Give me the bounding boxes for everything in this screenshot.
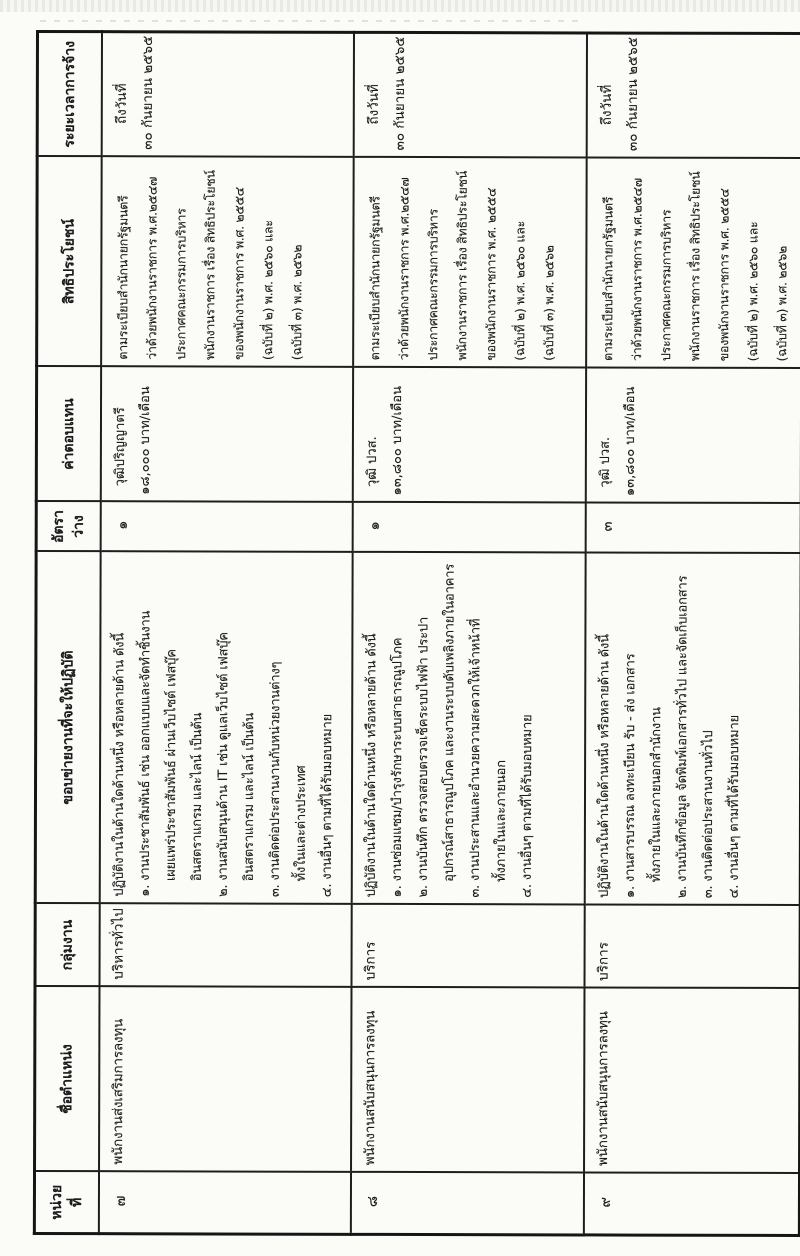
cell-work-group: บริการ — [351, 904, 584, 988]
cell-benefits: ตามระเบียบสำนักนายกรัฐมนตรี ว่าด้วยพนักงานราชการ พ.ศ.๒๕๔๗ ประกาศคณะกรรมการบริหาร พนักงานราชการ เรื่อง สิทธิประโยชน์ ของพนักงานราชการ พ.ศ. ๒๕๕๔ (ฉบับที่ ๒) พ.ศ. ๒๕๖๐ และ (ฉบับที่ ๓) พ.ศ. ๒๕๖๒ — [353, 157, 587, 368]
header-row — [34, 32, 101, 1234]
cell-unit-no: ๗ — [98, 1172, 350, 1235]
col-header-position-name: ชื่อตำแหน่ง — [35, 987, 99, 1172]
cell-employment-period: ถึงวันที่ ๓๐ กันยายน ๒๕๖๕ — [586, 33, 800, 159]
cell-position-name: พนักงานส่งเสริมการลงทุน — [99, 987, 351, 1173]
cell-vacancy: ๑ — [100, 502, 352, 553]
cell-work-group: บริการ — [584, 905, 800, 989]
recruitment-table — [33, 30, 800, 1237]
cell-employment-period: ถึงวันที่ ๓๐ กันยายน ๒๕๖๕ — [353, 32, 586, 158]
cell-compensation: วุฒิ ปวส. ๑๓,๘๐๐ บาท/เดือน — [352, 367, 585, 503]
col-header-vacancy: อัตรา ว่าง — [36, 502, 100, 552]
scan-speckles — [0, 0, 2, 2]
col-header-work-group: กลุ่มงาน — [35, 904, 99, 987]
cell-job-scope: ปฏิบัติงานในด้านใดด้านหนึ่ง หรือหลายด้าน ดังนี้ ๑. งานประชาสัมพันธ์ เช่น ออกแบบและจัดทำชิ้นงาน เผยแพร่ประชาสัมพันธ์ ผ่านเว็บไซต์ เฟสบุ๊ค อินสตราแกรม และไลน์ เป็นต้น ๒. งานสนับสนุนด้าน IT เช่น ดูแลเว็บไซต์ เฟสบุ๊ค อินสตราแกรม และไลน์ เป็นต้น ๓. งานติดต่อประสานงานกับหน่วยงานต่างๆ ทั้งในและต่างประเทศ ๔. งานอื่นๆ ตามที่ได้รับมอบหมาย — [99, 552, 352, 905]
cell-employment-period: ถึงวันที่ ๓๐ กันยายน ๒๕๖๕ — [101, 32, 353, 158]
cell-compensation: วุฒิ ปวส. ๑๓,๘๐๐ บาท/เดือน — [585, 368, 800, 504]
cell-job-scope: ปฏิบัติงานในด้านใดด้านหนึ่ง หรือหลายด้าน ดังนี้ ๑. งานซ่อมแซม/บำรุงรักษาระบบสาธารณูปโภค ๒. งานบันทึก ตรวจสอบตรวจเช็คระบบไฟฟ้า ประปา อุปกรณ์สาธารณูปโภค และงานระบบดับเพลิงภายในอาคาร ๓. งานประสานและอำนวยความสะดวกให้เจ้าหน้าที่ ทั้งภายในและภายนอก ๔. งานอื่นๆ ตามที่ได้รับมอบหมาย — [351, 552, 585, 905]
col-header-job-scope: ขอบข่ายงานที่จะให้ปฏิบัติ — [35, 552, 100, 904]
cell-unit-no: ๘ — [350, 1172, 583, 1235]
col-header-employment-period: ระยะเวลาการจ้าง — [37, 32, 101, 157]
cell-job-scope: ปฏิบัติงานในด้านใดด้านหนึ่ง หรือหลายด้าน ดังนี้ ๑. งานสารบรรณ ลงทะเบียน รับ - ส่ง เอกสาร ทั้งภายในและภายนอกสำนักงาน ๒. งานบันทึกข้อมูล จัดพิมพ์เอกสารทั่วไป และจัดเก็บเอกสาร ๓. งานติดต่อประสานงานทั่วไป ๔. งานอื่นๆ ตามที่ได้รับมอบหมาย — [584, 553, 800, 906]
cell-vacancy: ๓ — [585, 503, 800, 554]
col-header-unit-no: หน่วย ที่ — [34, 1172, 98, 1234]
rotated-table-wrapper — [33, 33, 791, 1237]
scan-edge-artifact — [0, 0, 800, 12]
cell-position-name: พนักงานสนับสนุนการลงทุน — [351, 987, 584, 1173]
cell-benefits: ตามระเบียบสำนักนายกรัฐมนตรี ว่าด้วยพนักงานราชการ พ.ศ.๒๕๔๗ ประกาศคณะกรรมการบริหาร พนักงานราชการ เรื่อง สิทธิประโยชน์ ของพนักงานราชการ พ.ศ. ๒๕๕๔ (ฉบับที่ ๒) พ.ศ. ๒๕๖๐ และ (ฉบับที่ ๓) พ.ศ. ๒๕๖๒ — [101, 157, 354, 368]
scanned-sheet — [36, 33, 791, 1235]
table-row-unit-7 — [98, 32, 353, 1235]
col-header-benefits: สิทธิประโยชน์ — [37, 157, 102, 367]
table-row-unit-9 — [583, 33, 800, 1236]
scan-dotted-line-artifact — [40, 20, 580, 22]
cell-work-group: บริหารทั่วไป — [99, 904, 351, 988]
col-header-compensation: ค่าตอบแทน — [36, 367, 100, 502]
table-row-unit-8 — [350, 32, 586, 1235]
cell-vacancy: ๑ — [352, 502, 585, 553]
cell-unit-no: ๙ — [583, 1173, 799, 1236]
cell-compensation: วุฒิปริญญาตรี ๑๘,๐๐๐ บาท/เดือน — [100, 367, 352, 503]
cell-position-name: พนักงานสนับสนุนการลงทุน — [584, 988, 800, 1174]
cell-benefits: ตามระเบียบสำนักนายกรัฐมนตรี ว่าด้วยพนักงานราชการ พ.ศ.๒๕๔๗ ประกาศคณะกรรมการบริหาร พนักงานราชการ เรื่อง สิทธิประโยชน์ ของพนักงานราชการ พ.ศ. ๒๕๕๔ (ฉบับที่ ๒) พ.ศ. ๒๕๖๐ และ (ฉบับที่ ๓) พ.ศ. ๒๕๖๒ — [586, 158, 800, 369]
